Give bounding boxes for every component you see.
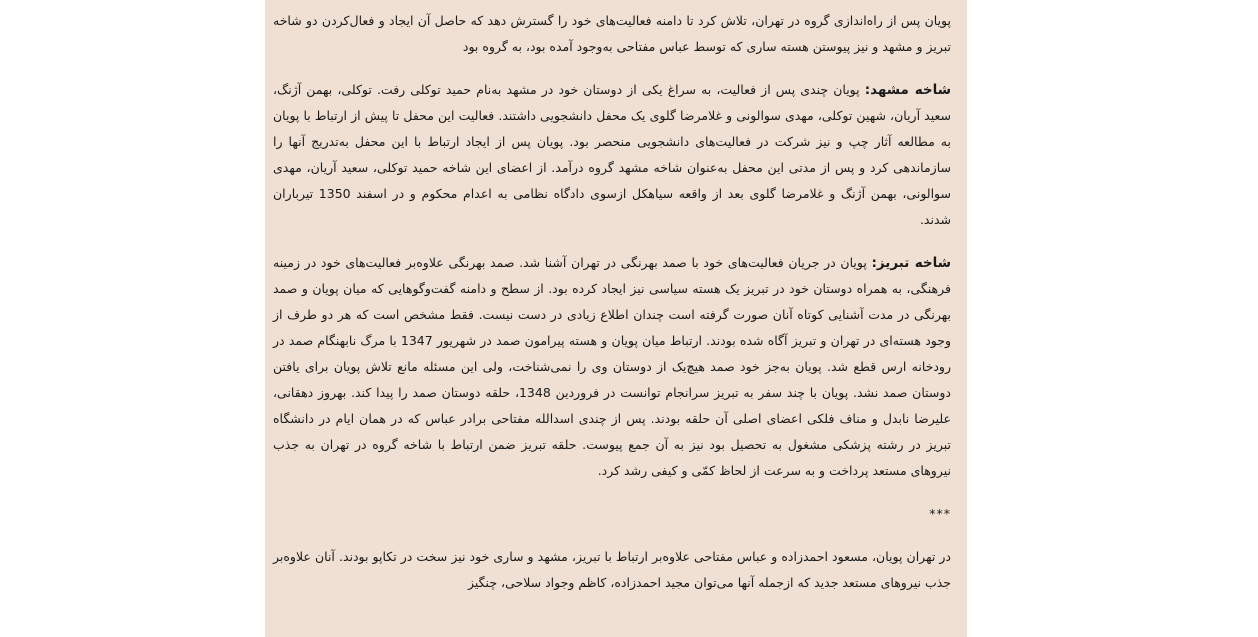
section-separator: *** xyxy=(929,506,951,521)
mashhad-paragraph xyxy=(273,77,951,233)
tabriz-heading: شاخه تبریز: xyxy=(871,255,952,271)
intro-paragraph: پویان پس از راه‌اندازی گروه در تهران، تلاش کرد تا دامنه فعالیت‌های خود را گسترش دهد که حاصل آن ایجاد و فعال‌کردن دو شاخه تبریز و مشهد و نیز پیوستن هسته ساری که توسط عباس مفتاحی به‌وجود آمده بود، به گروه بود xyxy=(273,13,951,54)
mashhad-heading: شاخه مشهد: xyxy=(864,82,951,98)
tehran-paragraph: در تهران پویان، مسعود احمدزاده و عباس مفتاحی علاوه‌بر ارتباط با تبریز، مشهد و ساری خود نیز سخت در تکاپو بودند. آنان علاوه‌بر جذب نیروهای مستعد جدید که ازجمله آنها می‌توان مجید احمدزاده، کاظم وجواد سلاحی، چنگیز xyxy=(273,549,951,590)
article-page xyxy=(265,0,967,637)
mashhad-body: پویان چندی پس از فعالیت، به سراغ یکی از دوستان خود در مشهد به‌نام حمید توکلی رفت. توکلی، بهمن آژنگ، سعید آریان، شهین توکلی، مهدی سوالونی و غلامرضا گلوی یک محفل دانشجویی داشتند. فعالیت این محفل تا پیش از ارتباط با پویان به مطالعه آثار چپ و نیز شرکت در فعالیت‌های دانشجویی منحصر بود. پویان پس از ایجاد ارتباط با این محفل به‌تدریج آنها را سازماندهی کرد و پس از مدتی این محفل به‌عنوان شاخه مشهد گروه درآمد. از اعضای این شاخه حمید توکلی، سعید آریان، مهدی سوالونی، بهمن آژنگ و غلامرضا گلوی بعد از واقعه سیاهکل ازسوی دادگاه نظامی به اعدام محکوم و در اسفند 1350 تیرباران شدند. xyxy=(273,82,951,227)
tabriz-paragraph xyxy=(273,250,951,484)
tabriz-body: پویان در جریان فعالیت‌های خود با صمد بهرنگی در تهران آشنا شد. صمد بهرنگی علاوه‌بر فعالیت‌های خود در زمینه فرهنگی، به همراه دوستان خود در تبریز یک هسته سیاسی نیز ایجاد کرده بود. از سطح و دامنه گفت‌وگوهایی که میان پویان و صمد بهرنگی در مدت آشنایی کوتاه آنان صورت گرفته است چندان اطلاع زیادی در دست نیست. فقط مشخص است که هر دو طرف از وجود هسته‌ای در تهران و تبریز آگاه شده بودند. ارتباط میان پویان و هسته پیرامون صمد در شهریور 1347 با مرگ نابهنگام صمد در رودخانه ارس قطع شد. پویان به‌جز خود صمد هیچ‌یک از دوستان وی را نمی‌شناخت، ولی این مسئله مانع تلاش پویان برای یافتن دوستان صمد نشد. پویان با چند سفر به تبریز سرانجام توانست در فروردین 1348، حلقه دوستان صمد را پیدا کند. بهروز دهقانی، علیرضا نابدل و مناف فلکی اعضای اصلی آن حلقه بودند. پس از چندی اسدالله مفتاحی برادر عباس که در همان ایام در دانشگاه تبریز در رشته پزشکی مشغول به تحصیل بود نیز به آن جمع پیوست. حلقه تبریز ضمن ارتباط با شاخه گروه در تهران به جذب نیروهای مستعد پرداخت و به سرعت از لحاظ کمّی و کیفی رشد کرد. xyxy=(273,255,951,478)
article-content xyxy=(265,0,967,596)
